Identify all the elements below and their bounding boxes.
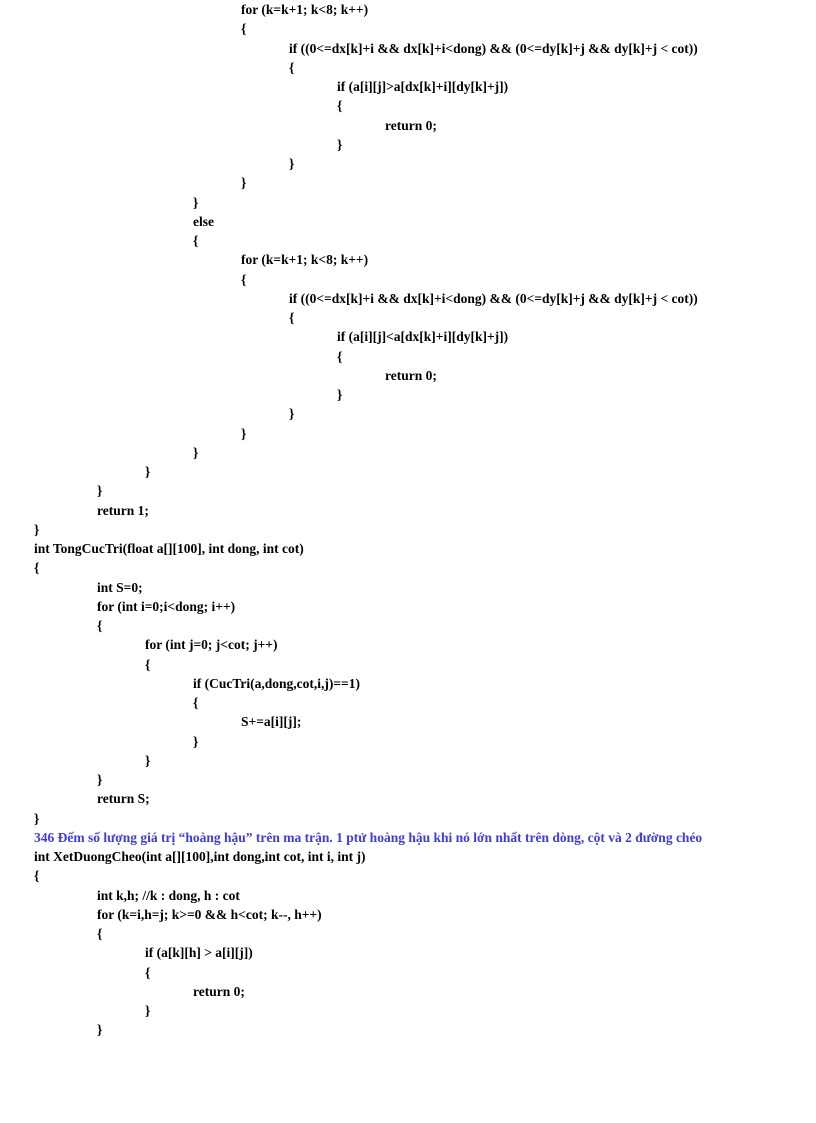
code-line: int S=0; — [97, 579, 143, 595]
code-line: S+=a[i][j]; — [241, 714, 302, 730]
code-line: if ((0<=dx[k]+i && dx[k]+i<dong) && (0<=dy[k]+j && dy[k]+j < cot)) — [289, 40, 698, 56]
code-line: for (int j=0; j<cot; j++) — [145, 637, 278, 653]
code-line: } — [193, 194, 199, 210]
code-line: { — [337, 348, 343, 364]
code-line: } — [145, 464, 151, 479]
code-line: if (a[i][j]<a[dx[k]+i][dy[k]+j]) — [337, 329, 509, 345]
code-line: return 0; — [193, 983, 245, 999]
code-line: } — [337, 387, 343, 402]
code-line: { — [145, 656, 151, 672]
code-line: return S; — [97, 791, 150, 807]
code-line: } — [337, 136, 343, 152]
code-line: } — [289, 156, 295, 171]
code-line: } — [241, 175, 247, 191]
code-line: if (a[k][h] > a[i][j]) — [145, 945, 253, 961]
code-line: return 0; — [385, 117, 437, 133]
code-line: } — [97, 483, 103, 499]
code-line: } — [193, 444, 199, 460]
code-line: } — [145, 752, 151, 768]
section-heading: 346 Đếm số lượng giá trị “hoàng hậu” trên ma trận. 1 ptử hoàng hậu khi nó lớn nhất trên dòng, cột và 2 đường chéo — [34, 829, 703, 845]
code-line: } — [241, 425, 247, 441]
code-line: { — [289, 310, 295, 325]
code-line: int XetDuongCheo(int a[][100],int dong,int cot, int i, int j) — [34, 849, 366, 864]
code-line: } — [193, 733, 199, 749]
code-line: } — [145, 1003, 151, 1018]
code-line: } — [289, 406, 295, 422]
code-line: { — [289, 59, 295, 75]
code-line: int k,h; //k : dong, h : cot — [97, 887, 240, 903]
code-line: { — [337, 98, 343, 114]
code-line: { — [145, 964, 151, 980]
code-line: for (k=k+1; k<8; k++) — [241, 252, 369, 268]
code-line: { — [241, 21, 247, 37]
code-line: } — [97, 772, 103, 787]
code-line: for (k=i,h=j; k>=0 && h<cot; k--, h++) — [97, 906, 322, 922]
code-line: int TongCucTri(float a[][100], int dong, int cot) — [34, 541, 304, 556]
code-line: else — [193, 213, 214, 229]
code-line: { — [34, 560, 40, 576]
code-line: for (int i=0;i<dong; i++) — [97, 598, 236, 614]
code-line: return 0; — [385, 367, 437, 383]
code-line: if (a[i][j]>a[dx[k]+i][dy[k]+j]) — [337, 79, 509, 94]
code-line: if ((0<=dx[k]+i && dx[k]+i<dong) && (0<=dy[k]+j && dy[k]+j < cot)) — [289, 290, 698, 306]
code-line: { — [193, 695, 199, 710]
code-line: } — [34, 521, 40, 537]
code-line: { — [34, 868, 40, 884]
code-line: { — [97, 926, 103, 941]
code-line: { — [97, 618, 103, 633]
code-line: for (k=k+1; k<8; k++) — [241, 2, 369, 17]
code-line: { — [241, 271, 247, 287]
code-line: } — [34, 810, 40, 826]
code-line: { — [193, 233, 199, 248]
code-line: if (CucTri(a,dong,cot,i,j)==1) — [193, 675, 360, 691]
code-line: return 1; — [97, 502, 149, 518]
code-line: } — [97, 1022, 103, 1038]
